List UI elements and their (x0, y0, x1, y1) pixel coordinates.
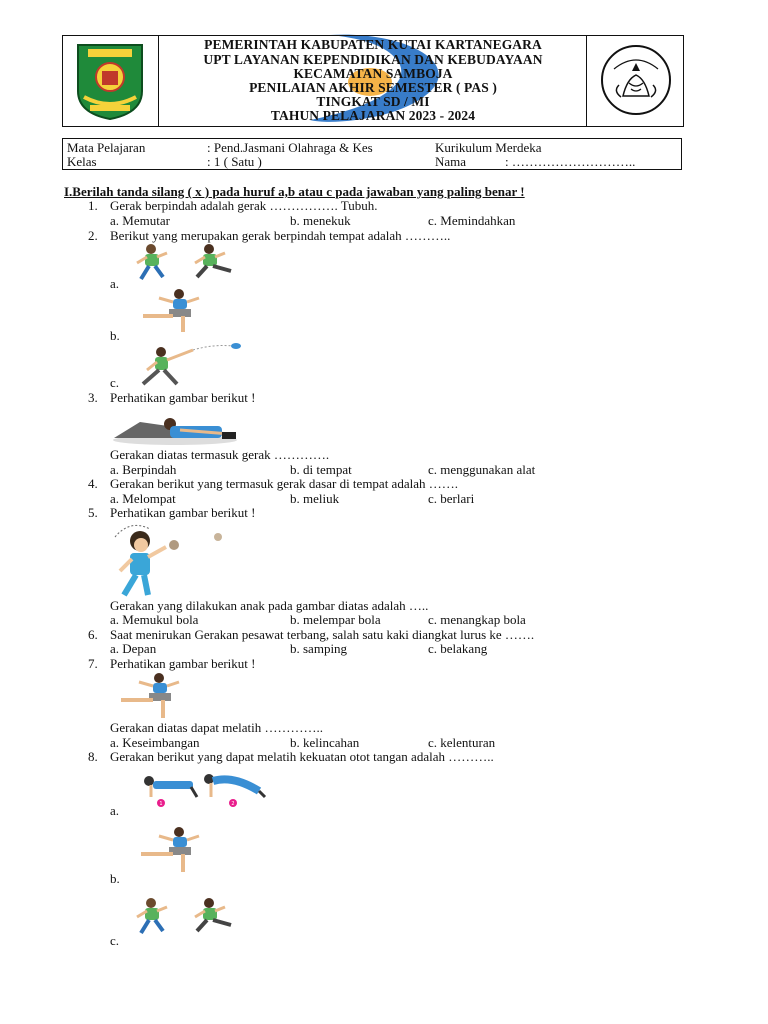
header-line-3: KECAMATAN SAMBOJA (293, 66, 453, 81)
q5-text-2: Gerakan yang dilakukan anak pada gambar diatas adalah ….. (110, 598, 429, 613)
q1-option-b[interactable]: b. menekuk (290, 213, 351, 228)
q2-number: 2. (88, 228, 98, 243)
q3-text-2: Gerakan diatas termasuk gerak …………. (110, 447, 330, 462)
header-line-6: TAHUN PELAJARAN 2023 - 2024 (270, 108, 476, 123)
q7-number: 7. (88, 656, 98, 671)
name-label: Nama (435, 154, 467, 169)
q7-option-a[interactable]: a. Keseimbangan (110, 735, 200, 750)
instruction-heading: I.Berilah tanda silang ( x ) pada huruf a,b atau c pada jawaban yang paling benar ! (64, 184, 525, 199)
running-kids-illustration-2 (133, 897, 243, 939)
running-kids-illustration (133, 243, 243, 285)
q6-text: Saat menirukan Gerakan pesawat terbang, salah satu kaki diangkat lurus ke ……. (110, 627, 535, 642)
class-label: Kelas (67, 154, 97, 169)
q7-option-b[interactable]: b. kelincahan (290, 735, 360, 750)
q6-option-c[interactable]: c. belakang (428, 641, 488, 656)
q3-number: 3. (88, 390, 98, 405)
q2-option-a[interactable]: a. (110, 276, 120, 291)
q6-option-a[interactable]: a. Depan (110, 641, 157, 656)
kutai-kartanegara-logo (74, 41, 146, 121)
q1-number: 1. (88, 198, 98, 213)
subject-value: : Pend.Jasmani Olahraga & Kes (207, 140, 373, 155)
q5-option-a[interactable]: a. Memukul bola (110, 612, 199, 627)
q3-option-a[interactable]: a. Berpindah (110, 462, 177, 477)
ball-catching-boy-illustration (110, 523, 225, 599)
q8-option-b[interactable]: b. (110, 871, 120, 886)
subject-label: Mata Pelajaran (67, 140, 146, 155)
q4-text: Gerakan berikut yang termasuk gerak dasar di tempat adalah ……. (110, 476, 458, 491)
q7-text-2: Gerakan diatas dapat melatih ………….. (110, 720, 323, 735)
q5-text: Perhatikan gambar berikut ! (110, 505, 256, 520)
q5-option-b[interactable]: b. melempar bola (290, 612, 381, 627)
q4-option-a[interactable]: a. Melompat (110, 491, 176, 506)
push-up-illustration (133, 767, 268, 807)
step-2-label: 2 (231, 801, 235, 807)
q8-option-a[interactable]: a. (110, 803, 120, 818)
q4-option-b[interactable]: b. meliuk (290, 491, 340, 506)
balancing-girl-illustration (133, 288, 203, 333)
q5-option-c[interactable]: c. menangkap bola (428, 612, 526, 627)
q3-option-b[interactable]: b. di tempat (290, 462, 352, 477)
sitting-stretch-illustration (110, 408, 240, 446)
header-line-2: UPT LAYANAN KEPENDIDIKAN DAN KEBUDAYAAN (203, 52, 543, 67)
q4-number: 4. (88, 476, 98, 491)
left-logo-cell (62, 35, 159, 127)
tut-wuri-handayani-logo (599, 41, 673, 119)
q1-text: Gerak berpindah adalah gerak ……………. Tubuh. (110, 198, 378, 213)
q6-number: 6. (88, 627, 98, 642)
q8-number: 8. (88, 749, 98, 764)
class-value: : 1 ( Satu ) (207, 154, 262, 169)
throwing-boy-illustration (133, 340, 248, 388)
right-logo-cell (586, 35, 684, 127)
q5-number: 5. (88, 505, 98, 520)
header-line-4: PENILAIAN AKHIR SEMESTER ( PAS ) (249, 80, 497, 95)
step-1-label: 1 (159, 801, 163, 807)
q7-text: Perhatikan gambar berikut ! (110, 656, 256, 671)
header-line-1: PEMERINTAH KABUPATEN KUTAI KARTANEGARA (204, 37, 542, 52)
q6-option-b[interactable]: b. samping (290, 641, 348, 656)
q1-option-a[interactable]: a. Memutar (110, 213, 170, 228)
q4-option-c[interactable]: c. berlari (428, 491, 475, 506)
q7-option-c[interactable]: c. kelenturan (428, 735, 496, 750)
curriculum-label: Kurikulum Merdeka (435, 140, 542, 155)
q8-option-c[interactable]: c. (110, 933, 120, 948)
balancing-girl-illustration-2 (113, 672, 183, 720)
q3-option-c[interactable]: c. menggunakan alat (428, 462, 536, 477)
q2-option-b[interactable]: b. (110, 328, 120, 343)
header-line-5: TINGKAT SD / MI (316, 94, 430, 109)
q8-text: Gerakan berikut yang dapat melatih kekuatan otot tangan adalah ……….. (110, 749, 494, 764)
q1-option-c[interactable]: c. Memindahkan (428, 213, 516, 228)
name-field[interactable]: : ……………………….. (505, 154, 636, 169)
q2-text: Berikut yang merupakan gerak berpindah tempat adalah ……….. (110, 228, 451, 243)
q3-text: Perhatikan gambar berikut ! (110, 390, 256, 405)
q2-option-c[interactable]: c. (110, 375, 120, 390)
balancing-girl-illustration-3 (133, 826, 203, 874)
